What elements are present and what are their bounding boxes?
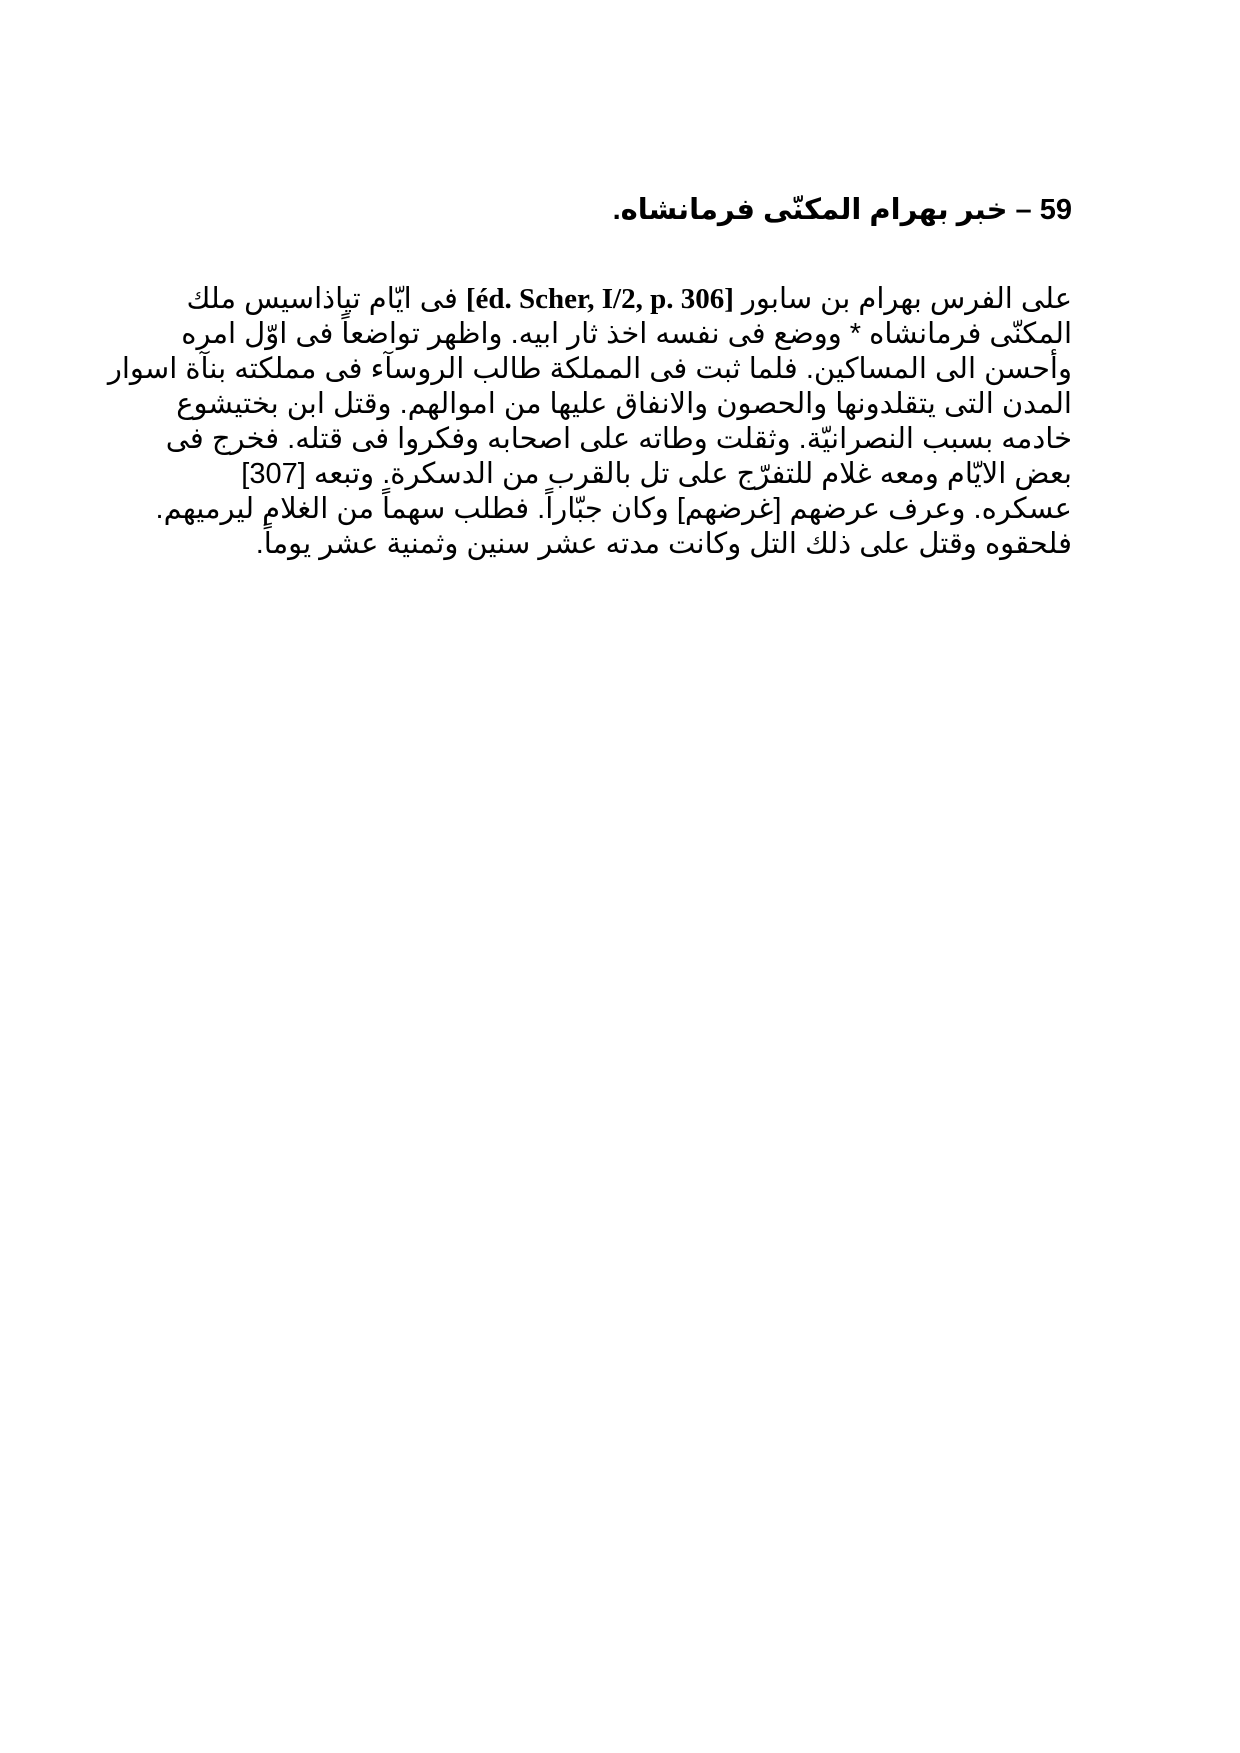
- section-heading: 59 – خبر بهرام المكنّى فرمانشاه.: [612, 194, 1072, 226]
- text-segment: على الفرس بهرام بن سابور: [733, 283, 1072, 315]
- text-line: المكنّى فرمانشاه * ووضع فى نفسه اخذ ثار ابيه. واظهر تواضعاً فى اوّل امره: [181, 318, 1072, 350]
- text-segment: بعض الايّام ومعه غلام للتفرّج على تل بالقرب من الدسكرة. وتبعه: [305, 458, 1072, 490]
- edition-reference: [éd. Scher, I/2, p. 306]: [465, 283, 734, 315]
- text-line: المدن التى يتقلدونها والحصون والانفاق عليها من اموالهم. وقتل ابن بختيشوع: [176, 388, 1072, 420]
- text-line: فلحقوه وقتل على ذلك التل وكانت مدته عشر سنين وثمنية عشر يوماً.: [255, 528, 1072, 560]
- text-segment: فى ايّام تياذاسيس ملك: [186, 283, 466, 315]
- page-marker: [307]: [241, 458, 306, 490]
- text-line: وأحسن الى المساكين. فلما ثبت فى المملكة طالب الروسآء فى مملكته بنآة اسوار: [107, 353, 1072, 385]
- text-line: عسكره. وعرف عرضهم [غرضهم] وكان جبّاراً. فطلب سهماً من الغلام ليرميهم.: [155, 493, 1072, 525]
- text-line: خادمه بسبب النصرانيّة. وثقلت وطاته على اصحابه وفكروا فى قتله. فخرج فى: [165, 423, 1072, 455]
- text-line: [142, 282, 1072, 317]
- text-line: [142, 457, 1072, 492]
- body-text: [107, 282, 1072, 562]
